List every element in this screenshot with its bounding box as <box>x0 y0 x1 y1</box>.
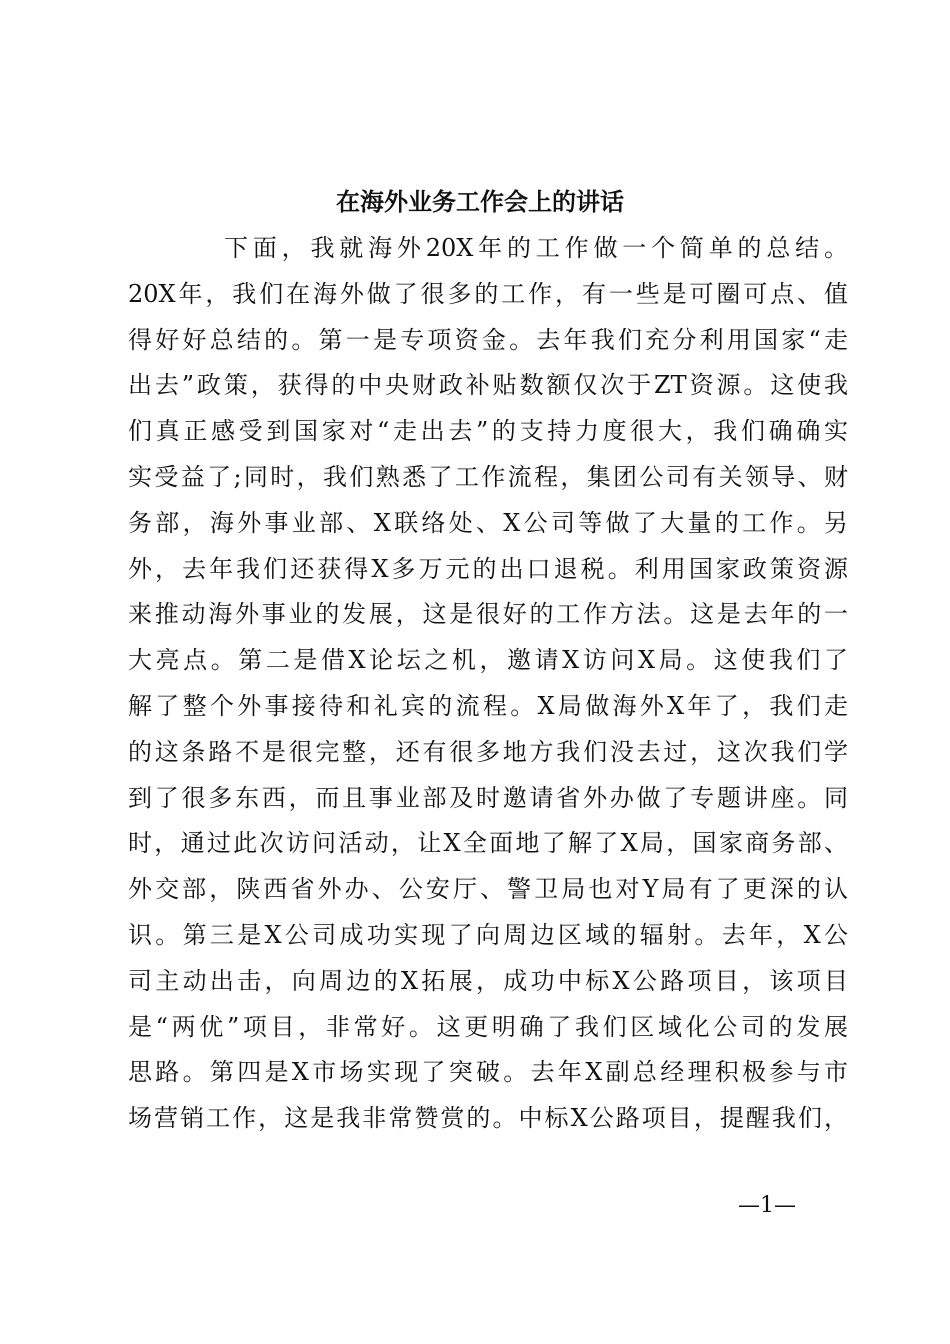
body-line: 20X年，我们在海外做了很多的工作，有一些是可圈可点、值 <box>128 279 848 308</box>
body-line: 务部，海外事业部、X联络处、X公司等做了大量的工作。另 <box>128 508 848 537</box>
body-line: 们真正感受到国家对“走出去”的支持力度很大，我们确确实 <box>128 417 848 446</box>
document-title: 在海外业务工作会上的讲话 <box>336 187 624 216</box>
body-line: 下面，我就海外20X年的工作做一个简单的总结。 <box>224 234 848 262</box>
body-line: 司主动出击，向周边的X拓展，成功中标X公路项目，该项目 <box>128 966 848 995</box>
body-line: 外交部，陕西省外办、公安厅、警卫局也对Y局有了更深的认 <box>128 875 848 904</box>
body-line: 是“两优”项目，非常好。这更明确了我们区域化公司的发展 <box>128 1012 848 1041</box>
body-line: 实受益了;同时，我们熟悉了工作流程，集团公司有关领导、财 <box>128 462 848 491</box>
body-line: 场营销工作，这是我非常赞赏的。中标X公路项目，提醒我们， <box>128 1104 848 1133</box>
body-line: 得好好总结的。第一是专项资金。去年我们充分利用国家“走 <box>128 325 848 354</box>
body-line: 的这条路不是很完整，还有很多地方我们没去过，这次我们学 <box>128 737 848 766</box>
body-line: 思路。第四是X市场实现了突破。去年X副总经理积极参与市 <box>128 1058 848 1087</box>
body-line: 大亮点。第二是借X论坛之机，邀请X访问X局。这使我们了 <box>128 646 848 675</box>
body-line: 出去”政策，获得的中央财政补贴数额仅次于ZT资源。这使我 <box>128 371 848 400</box>
body-line: 识。第三是X公司成功实现了向周边区域的辐射。去年，X公 <box>128 920 848 949</box>
document-body <box>128 226 848 1142</box>
body-line: 解了整个外事接待和礼宾的流程。X局做海外X年了，我们走 <box>128 691 848 720</box>
body-line: 来推动海外事业的发展，这是很好的工作方法。这是去年的一 <box>128 600 848 629</box>
page-number: —1— <box>738 1193 796 1218</box>
body-line: 到了很多东西，而且事业部及时邀请省外办做了专题讲座。同 <box>128 783 848 812</box>
body-line: 时，通过此次访问活动，让X全面地了解了X局，国家商务部、 <box>128 829 848 858</box>
body-line: 外，去年我们还获得X多万元的出口退税。利用国家政策资源 <box>128 554 848 583</box>
